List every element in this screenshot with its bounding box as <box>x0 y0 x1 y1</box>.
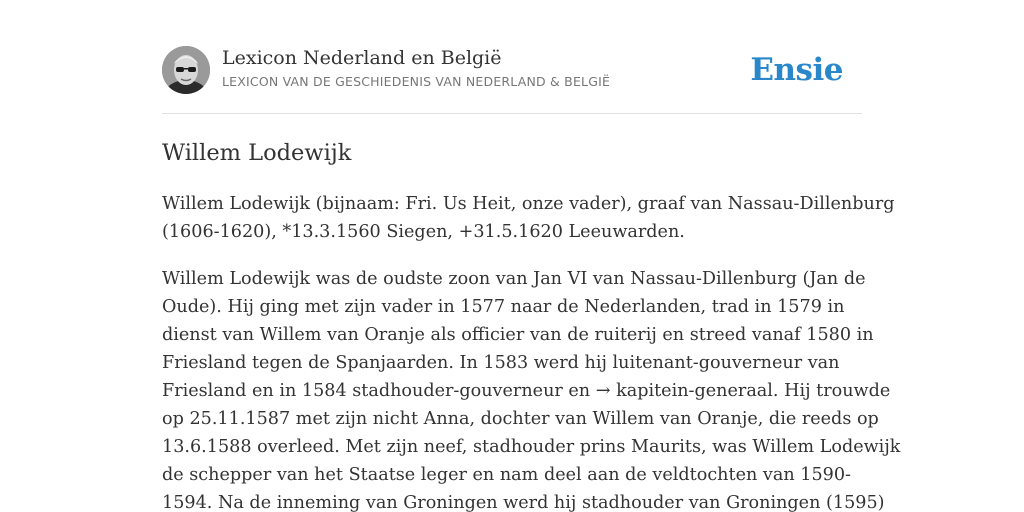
article-paragraph-body <box>162 265 901 512</box>
paragraph-line: 13.6.1588 overleed. Met zijn neef, stadhouder prins Maurits, was Willem Lodewijk <box>162 437 901 457</box>
paragraph-line: Friesland en in 1584 stadhouder-gouverneur en → kapitein-generaal. Hij trouwde <box>162 381 891 401</box>
page <box>162 0 901 512</box>
paragraph-line: dienst van Willem van Oranje als officier van de ruiterij en streed vanaf 1580 in <box>162 325 874 345</box>
site-header <box>162 0 862 114</box>
paragraph-line: (1606-1620), *13.3.1560 Siegen, +31.5.1620 Leeuwarden. <box>162 222 685 242</box>
paragraph-line: Willem Lodewijk (bijnaam: Fri. Us Heit, onze vader), graaf van Nassau-Dillenburg <box>162 194 895 214</box>
article-title: Willem Lodewijk <box>162 140 352 166</box>
paragraph-line: op 25.11.1587 met zijn nicht Anna, dochter van Willem van Oranje, die reeds op <box>162 409 879 429</box>
author-avatar[interactable] <box>162 46 210 94</box>
ensie-logo-link[interactable]: Ensie <box>750 52 843 88</box>
lexicon-subtitle: LEXICON VAN DE GESCHIEDENIS VAN NEDERLAND & BELGIË <box>222 74 611 89</box>
lexicon-title[interactable]: Lexicon Nederland en België <box>222 47 502 69</box>
paragraph-line: de schepper van het Staatse leger en nam deel aan de veldtochten van 1590- <box>162 465 851 485</box>
paragraph-line: Oude). Hij ging met zijn vader in 1577 naar de Nederlanden, trad in 1579 in <box>162 297 845 317</box>
article-paragraph-intro <box>162 190 895 246</box>
paragraph-line: 1594. Na de inneming van Groningen werd hij stadhouder van Groningen (1595) <box>162 493 885 512</box>
avatar-portrait-icon <box>162 46 210 94</box>
paragraph-line: Friesland tegen de Spanjaarden. In 1583 werd hij luitenant-gouverneur van <box>162 353 840 373</box>
paragraph-line: Willem Lodewijk was de oudste zoon van Jan VI van Nassau-Dillenburg (Jan de <box>162 269 866 289</box>
